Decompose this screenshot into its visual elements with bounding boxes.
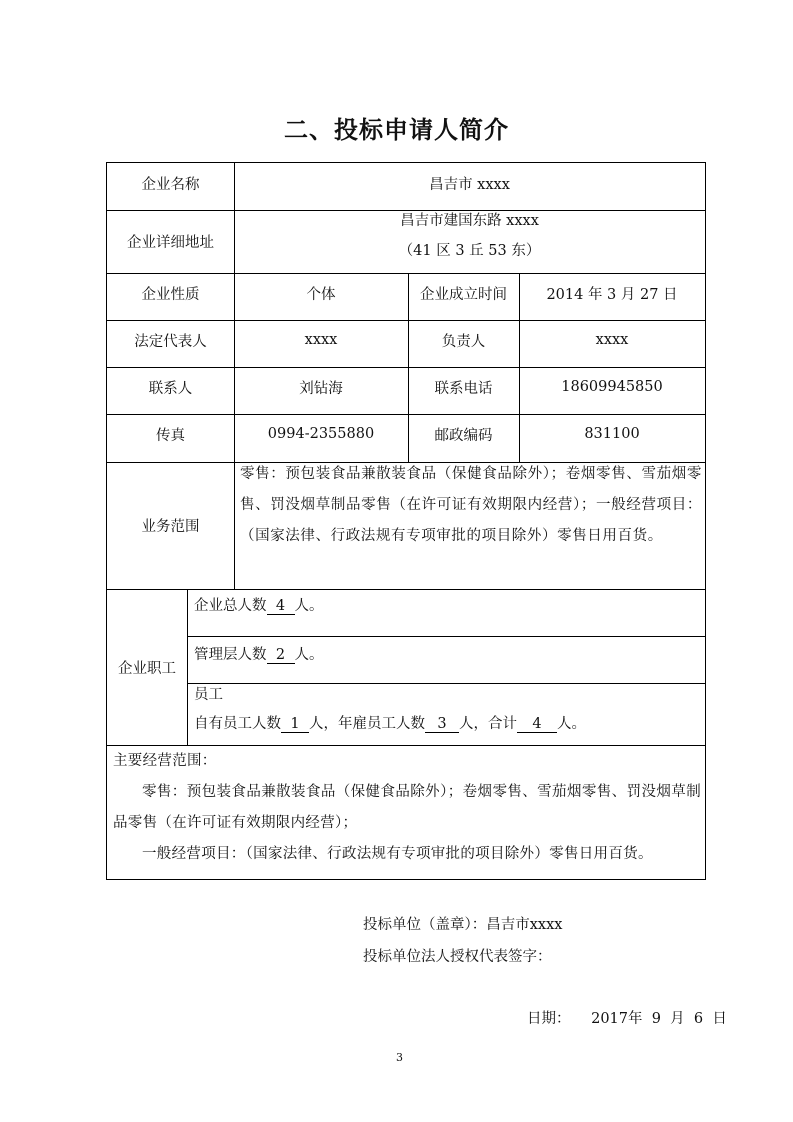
total-staff-count: 4 (267, 598, 295, 615)
employee-counts-line (194, 710, 586, 739)
main-scope-block (113, 746, 701, 870)
main-scope-paragraph-2: 一般经营项目：（国家法律、行政法规有专项审批的项目除外）零售日用百货。 (142, 846, 653, 862)
legal-rep-label: 法定代表人 (134, 333, 207, 350)
manager-value: xxxx (595, 332, 629, 348)
own-employee-count: 1 (281, 716, 309, 733)
address-line-1: 昌吉市建国东路 xxxx (400, 212, 539, 229)
company-name-value: 昌吉市 xxxx (429, 176, 510, 193)
management-suffix: 人。 (294, 647, 324, 663)
authorized-rep-signature-line: 投标单位法人授权代表签字： (363, 949, 552, 965)
date-label: 日期： (527, 1011, 571, 1027)
staff-label: 企业职工 (118, 660, 176, 677)
applicant-info-table (106, 162, 706, 880)
postcode-label: 邮政编码 (434, 427, 493, 444)
main-scope-paragraph-1: 零售：预包装食品兼散装食品（保健食品除外）；卷烟零售、雪茄烟零售、罚没烟草制品零售（在许可证有效期限内经营）； (113, 784, 701, 831)
page-number: 3 (396, 1051, 403, 1064)
total-staff-prefix: 企业总人数 (194, 598, 267, 614)
bidder-unit-line: 投标单位（盖章）：昌吉市xxxx (363, 917, 563, 933)
date-value: 2017年 9 月 6 日 (591, 1011, 727, 1027)
phone-label: 联系电话 (434, 380, 493, 397)
employee-block (194, 681, 586, 739)
postcode-value: 831100 (584, 426, 640, 442)
founded-label: 企业成立时间 (420, 286, 507, 303)
total-staff-suffix: 人。 (294, 598, 324, 614)
fax-value: 0994-2355880 (267, 426, 375, 442)
nature-label: 企业性质 (141, 286, 200, 303)
founded-value: 2014 年 3 月 27 日 (546, 286, 678, 303)
business-scope-value: 零售：预包装食品兼散装食品（保健食品除外）；卷烟零售、雪茄烟零售、罚没烟草制品零售（在许可证有效期限内经营）；一般经营项目：（国家法律、行政法规有专项审批的项目除外）零售日用百货。 (240, 466, 702, 544)
manager-label: 负责人 (441, 333, 486, 350)
contact-label: 联系人 (148, 380, 193, 397)
sum-suffix: 人。 (557, 716, 586, 732)
main-scope-heading: 主要经营范围： (113, 753, 217, 769)
phone-value: 18609945850 (561, 379, 663, 395)
nature-value: 个体 (306, 286, 336, 303)
business-scope-label: 业务范围 (141, 519, 200, 535)
employee-heading: 员工 (194, 687, 223, 703)
company-name-label: 企业名称 (141, 176, 200, 193)
total-staff-line (194, 591, 324, 622)
own-employee-prefix: 自有员工人数 (194, 716, 281, 732)
date-line (527, 1007, 727, 1028)
management-line (194, 640, 324, 671)
fax-label: 传真 (156, 427, 185, 444)
address-value (234, 210, 705, 273)
management-count: 2 (267, 647, 295, 664)
sum-count: 4 (517, 716, 557, 733)
hired-employee-prefix: 人，年雇员工人数 (309, 716, 425, 732)
page-title: 二、投标申请人简介 (284, 116, 509, 144)
hired-employee-count: 3 (425, 716, 459, 733)
sum-prefix: 人，合计 (459, 716, 517, 732)
legal-rep-value: xxxx (304, 332, 338, 348)
address-label: 企业详细地址 (127, 235, 214, 251)
management-prefix: 管理层人数 (194, 647, 267, 663)
contact-value: 刘钻海 (299, 380, 343, 397)
address-line-2: （41 区 3 丘 53 东） (398, 242, 541, 259)
